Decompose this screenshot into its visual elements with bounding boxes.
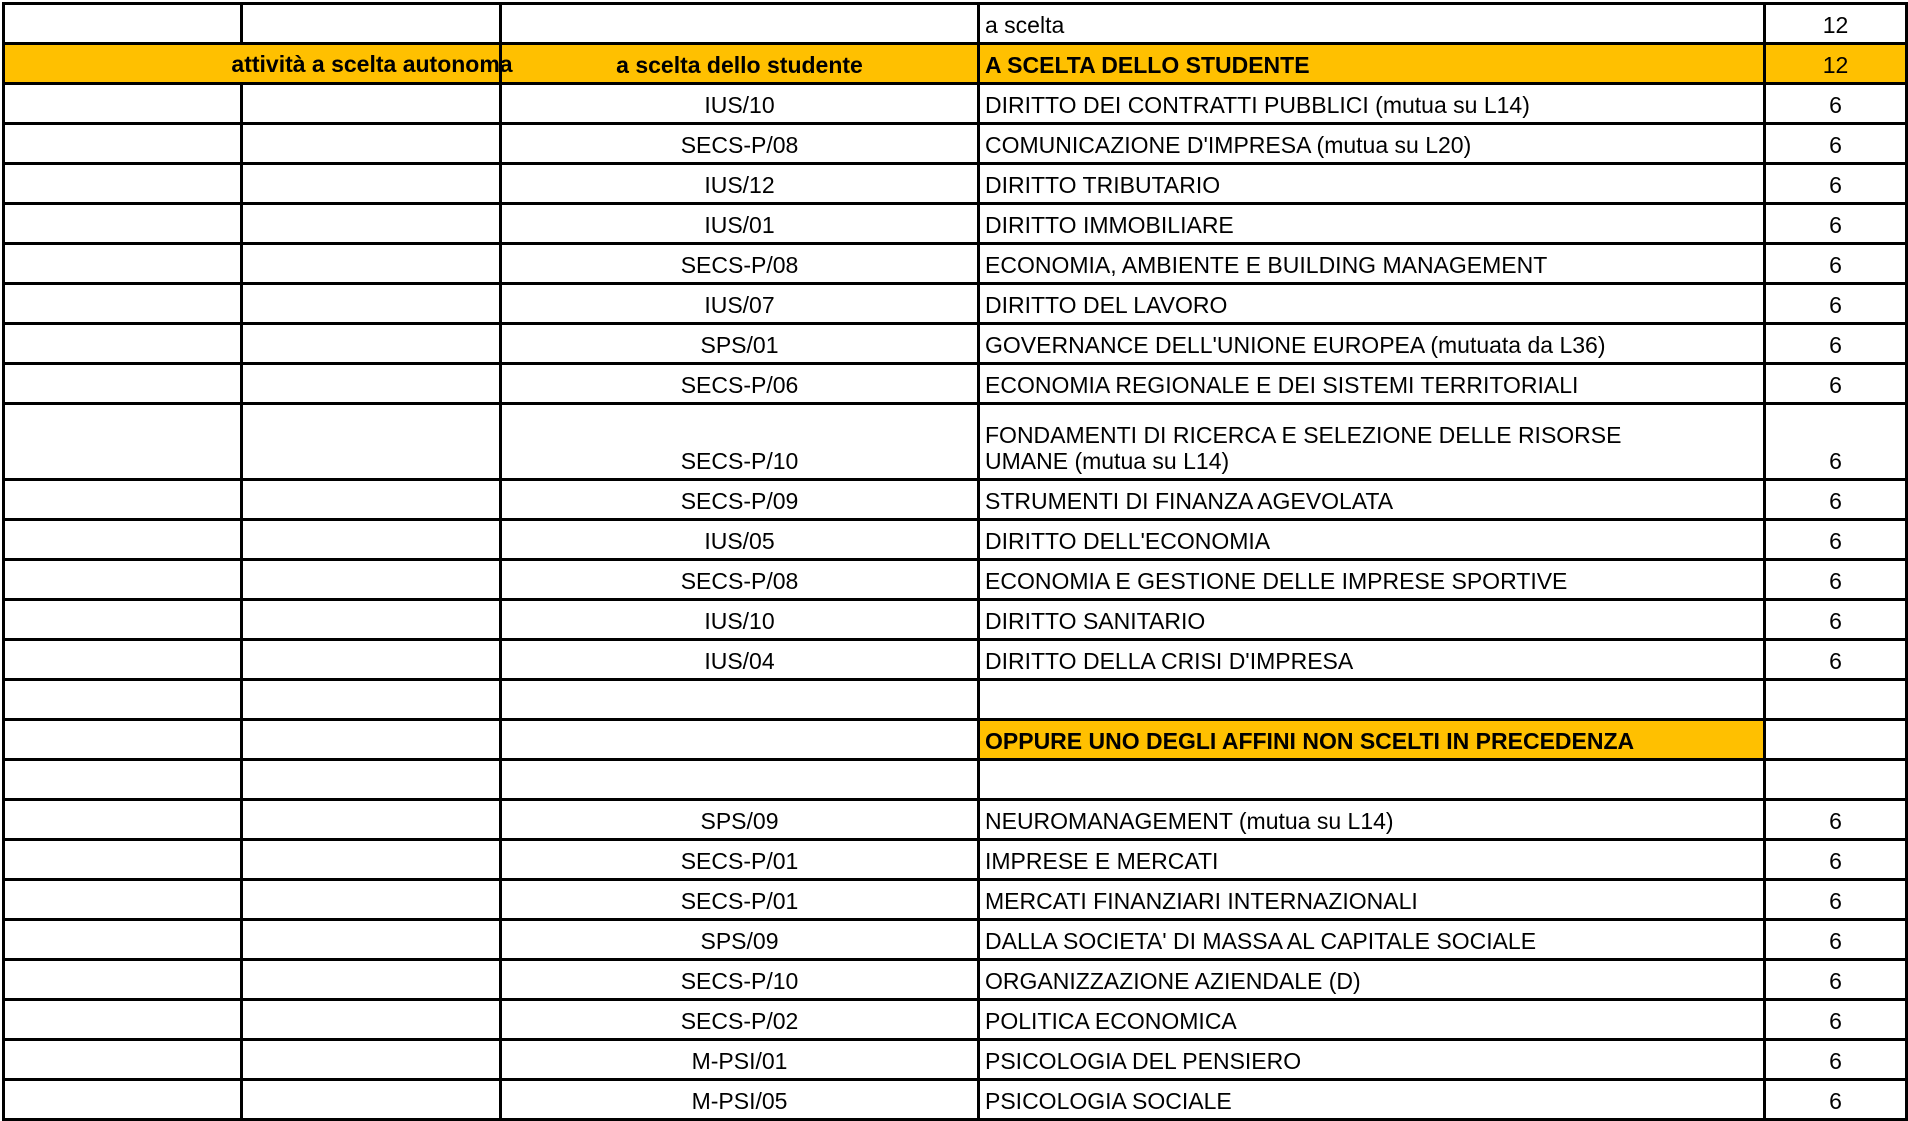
cfu-cell xyxy=(1765,760,1907,800)
course-row xyxy=(4,404,1907,480)
ssd-code-cell: SECS-P/02 xyxy=(501,1000,979,1040)
ssd-code-cell: SECS-P/08 xyxy=(501,124,979,164)
ssd-code-cell: IUS/10 xyxy=(501,600,979,640)
activity-type-cell xyxy=(4,480,242,520)
ssd-code-cell xyxy=(501,760,979,800)
empty-row xyxy=(4,760,1907,800)
course-name-cell: DALLA SOCIETA' DI MASSA AL CAPITALE SOCIALE xyxy=(979,920,1765,960)
course-row xyxy=(4,560,1907,600)
activity-type-cell xyxy=(4,960,242,1000)
cfu-cell xyxy=(1765,680,1907,720)
cfu-cell: 6 xyxy=(1765,364,1907,404)
course-row xyxy=(4,480,1907,520)
cfu-cell: 6 xyxy=(1765,1080,1907,1120)
course-row xyxy=(4,364,1907,404)
activity-type-cell xyxy=(4,880,242,920)
ssd-code-cell: IUS/01 xyxy=(501,204,979,244)
cfu-cell: 6 xyxy=(1765,880,1907,920)
course-name-cell: ECONOMIA REGIONALE E DEI SISTEMI TERRITORIALI xyxy=(979,364,1765,404)
activity-type-cell xyxy=(4,404,242,480)
activity-detail-cell xyxy=(242,204,501,244)
activity-type-cell xyxy=(4,720,242,760)
course-row xyxy=(4,324,1907,364)
cfu-cell: 6 xyxy=(1765,124,1907,164)
cfu-cell: 6 xyxy=(1765,800,1907,840)
activity-detail-cell xyxy=(242,880,501,920)
activity-detail-cell xyxy=(242,324,501,364)
ssd-code-cell: IUS/07 xyxy=(501,284,979,324)
activity-detail-cell xyxy=(242,1040,501,1080)
activity-type-cell xyxy=(4,84,242,124)
course-name-line: UMANE (mutua su L14) xyxy=(985,448,1230,474)
activity-type-cell xyxy=(4,1000,242,1040)
curriculum-table-body xyxy=(4,4,1907,1120)
ssd-code-cell xyxy=(501,720,979,760)
course-row xyxy=(4,920,1907,960)
activity-detail-cell xyxy=(242,404,501,480)
activity-detail-cell xyxy=(242,720,501,760)
cfu-cell: 12 xyxy=(1765,44,1907,84)
course-name-cell: DIRITTO SANITARIO xyxy=(979,600,1765,640)
activity-type-cell xyxy=(4,1040,242,1080)
activity-type-cell xyxy=(4,124,242,164)
course-name-cell: a scelta xyxy=(979,4,1765,44)
ssd-code-cell: SPS/09 xyxy=(501,800,979,840)
course-row xyxy=(4,84,1907,124)
course-row xyxy=(4,640,1907,680)
course-name-cell: COMUNICAZIONE D'IMPRESA (mutua su L20) xyxy=(979,124,1765,164)
activity-detail-cell xyxy=(242,840,501,880)
cfu-cell: 6 xyxy=(1765,164,1907,204)
course-row xyxy=(4,1000,1907,1040)
course-name-cell: PSICOLOGIA SOCIALE xyxy=(979,1080,1765,1120)
course-name-cell: GOVERNANCE DELL'UNIONE EUROPEA (mutuata da L36) xyxy=(979,324,1765,364)
course-name-cell: PSICOLOGIA DEL PENSIERO xyxy=(979,1040,1765,1080)
ssd-code-cell: SECS-P/08 xyxy=(501,560,979,600)
activity-detail-cell xyxy=(242,4,501,44)
ssd-code-cell xyxy=(501,680,979,720)
activity-detail-cell xyxy=(242,84,501,124)
ssd-code-cell: SECS-P/10 xyxy=(501,960,979,1000)
course-row xyxy=(4,204,1907,244)
activity-type-cell xyxy=(4,4,242,44)
course-name-cell: STRUMENTI DI FINANZA AGEVOLATA xyxy=(979,480,1765,520)
course-name-cell: NEUROMANAGEMENT (mutua su L14) xyxy=(979,800,1765,840)
ssd-code-cell: IUS/10 xyxy=(501,84,979,124)
course-name-cell xyxy=(979,404,1765,480)
course-row xyxy=(4,800,1907,840)
activity-type-cell xyxy=(4,800,242,840)
activity-type-cell xyxy=(4,560,242,600)
course-name-cell: DIRITTO TRIBUTARIO xyxy=(979,164,1765,204)
ssd-code-cell xyxy=(501,4,979,44)
ssd-code-cell: SECS-P/01 xyxy=(501,880,979,920)
activity-type-cell xyxy=(4,760,242,800)
activity-detail-cell xyxy=(242,520,501,560)
ssd-code-cell: SPS/09 xyxy=(501,920,979,960)
cfu-cell: 6 xyxy=(1765,920,1907,960)
header-row xyxy=(4,44,1907,84)
cfu-cell: 6 xyxy=(1765,404,1907,480)
activity-detail-cell xyxy=(242,1080,501,1120)
activity-type-cell xyxy=(4,640,242,680)
activity-detail-cell xyxy=(242,760,501,800)
course-name-cell: IMPRESE E MERCATI xyxy=(979,840,1765,880)
empty-row xyxy=(4,680,1907,720)
cfu-cell xyxy=(1765,720,1907,760)
ssd-code-cell: M-PSI/01 xyxy=(501,1040,979,1080)
course-row xyxy=(4,244,1907,284)
course-name-cell: DIRITTO IMMOBILIARE xyxy=(979,204,1765,244)
ssd-code-cell: SECS-P/01 xyxy=(501,840,979,880)
activity-type-cell xyxy=(4,520,242,560)
activity-type-cell xyxy=(4,324,242,364)
course-name-cell: DIRITTO DEL LAVORO xyxy=(979,284,1765,324)
ssd-code-cell: M-PSI/05 xyxy=(501,1080,979,1120)
course-row xyxy=(4,284,1907,324)
activity-detail-cell xyxy=(242,164,501,204)
course-row xyxy=(4,600,1907,640)
course-row xyxy=(4,880,1907,920)
activity-type-cell xyxy=(4,840,242,880)
activity-detail-cell xyxy=(242,284,501,324)
activity-detail-cell xyxy=(242,800,501,840)
ssd-code-cell: IUS/04 xyxy=(501,640,979,680)
course-name-cell xyxy=(979,760,1765,800)
course-row xyxy=(4,520,1907,560)
cfu-cell: 6 xyxy=(1765,244,1907,284)
cfu-cell: 6 xyxy=(1765,600,1907,640)
cfu-cell: 6 xyxy=(1765,84,1907,124)
activity-detail-cell xyxy=(242,244,501,284)
course-name-cell: DIRITTO DELLA CRISI D'IMPRESA xyxy=(979,640,1765,680)
activity-type-cell xyxy=(4,204,242,244)
section-header-row xyxy=(4,720,1907,760)
activity-type-cell xyxy=(4,284,242,324)
course-name-cell: MERCATI FINANZIARI INTERNAZIONALI xyxy=(979,880,1765,920)
cfu-cell: 6 xyxy=(1765,1040,1907,1080)
activity-type-cell xyxy=(4,680,242,720)
cfu-cell: 12 xyxy=(1765,4,1907,44)
course-row xyxy=(4,124,1907,164)
activity-detail-cell xyxy=(242,1000,501,1040)
activity-detail-cell xyxy=(242,680,501,720)
cfu-cell: 6 xyxy=(1765,560,1907,600)
activity-detail-cell xyxy=(242,920,501,960)
table-row xyxy=(4,4,1907,44)
course-name-cell: POLITICA ECONOMICA xyxy=(979,1000,1765,1040)
course-name-cell: DIRITTO DEI CONTRATTI PUBBLICI (mutua su L14) xyxy=(979,84,1765,124)
course-row xyxy=(4,840,1907,880)
activity-detail-cell xyxy=(242,124,501,164)
section-title-cell: OPPURE UNO DEGLI AFFINI NON SCELTI IN PRECEDENZA xyxy=(979,720,1765,760)
cfu-cell: 6 xyxy=(1765,480,1907,520)
activity-detail-cell xyxy=(242,480,501,520)
ssd-code-cell: SECS-P/09 xyxy=(501,480,979,520)
activity-type-cell xyxy=(4,44,513,84)
course-name-cell xyxy=(979,680,1765,720)
ssd-code-cell: SECS-P/08 xyxy=(501,244,979,284)
ssd-code-cell: IUS/12 xyxy=(501,164,979,204)
course-row xyxy=(4,1080,1907,1120)
course-name-cell: ORGANIZZAZIONE AZIENDALE (D) xyxy=(979,960,1765,1000)
ssd-code-cell: SPS/01 xyxy=(501,324,979,364)
activity-detail-cell xyxy=(242,560,501,600)
cfu-cell: 6 xyxy=(1765,284,1907,324)
course-row xyxy=(4,960,1907,1000)
cfu-cell: 6 xyxy=(1765,520,1907,560)
activity-overflow-text: attività a scelta autonoma xyxy=(231,51,513,77)
activity-detail-cell xyxy=(242,364,501,404)
activity-type-cell xyxy=(4,364,242,404)
ssd-code-cell: SECS-P/06 xyxy=(501,364,979,404)
cfu-cell: 6 xyxy=(1765,1000,1907,1040)
ssd-code-cell: SECS-P/10 xyxy=(501,404,979,480)
cfu-cell: 6 xyxy=(1765,324,1907,364)
curriculum-table xyxy=(2,2,1908,1121)
activity-detail-cell xyxy=(242,960,501,1000)
activity-type-cell xyxy=(4,244,242,284)
course-name-cell: ECONOMIA E GESTIONE DELLE IMPRESE SPORTIVE xyxy=(979,560,1765,600)
course-row xyxy=(4,164,1907,204)
cfu-cell: 6 xyxy=(1765,840,1907,880)
cfu-cell: 6 xyxy=(1765,960,1907,1000)
cfu-cell: 6 xyxy=(1765,640,1907,680)
activity-detail-cell xyxy=(242,600,501,640)
activity-type-cell xyxy=(4,1080,242,1120)
activity-type-cell xyxy=(4,600,242,640)
activity-detail-cell xyxy=(242,640,501,680)
category-cell: a scelta dello studente xyxy=(501,44,979,84)
course-name-cell: DIRITTO DELL'ECONOMIA xyxy=(979,520,1765,560)
activity-type-cell xyxy=(4,920,242,960)
ssd-code-cell: IUS/05 xyxy=(501,520,979,560)
course-name-cell: ECONOMIA, AMBIENTE E BUILDING MANAGEMENT xyxy=(979,244,1765,284)
course-row xyxy=(4,1040,1907,1080)
activity-type-cell xyxy=(4,164,242,204)
header-title-cell: A SCELTA DELLO STUDENTE xyxy=(979,44,1765,84)
course-name-line: FONDAMENTI DI RICERCA E SELEZIONE DELLE RISORSE xyxy=(985,422,1622,448)
cfu-cell: 6 xyxy=(1765,204,1907,244)
